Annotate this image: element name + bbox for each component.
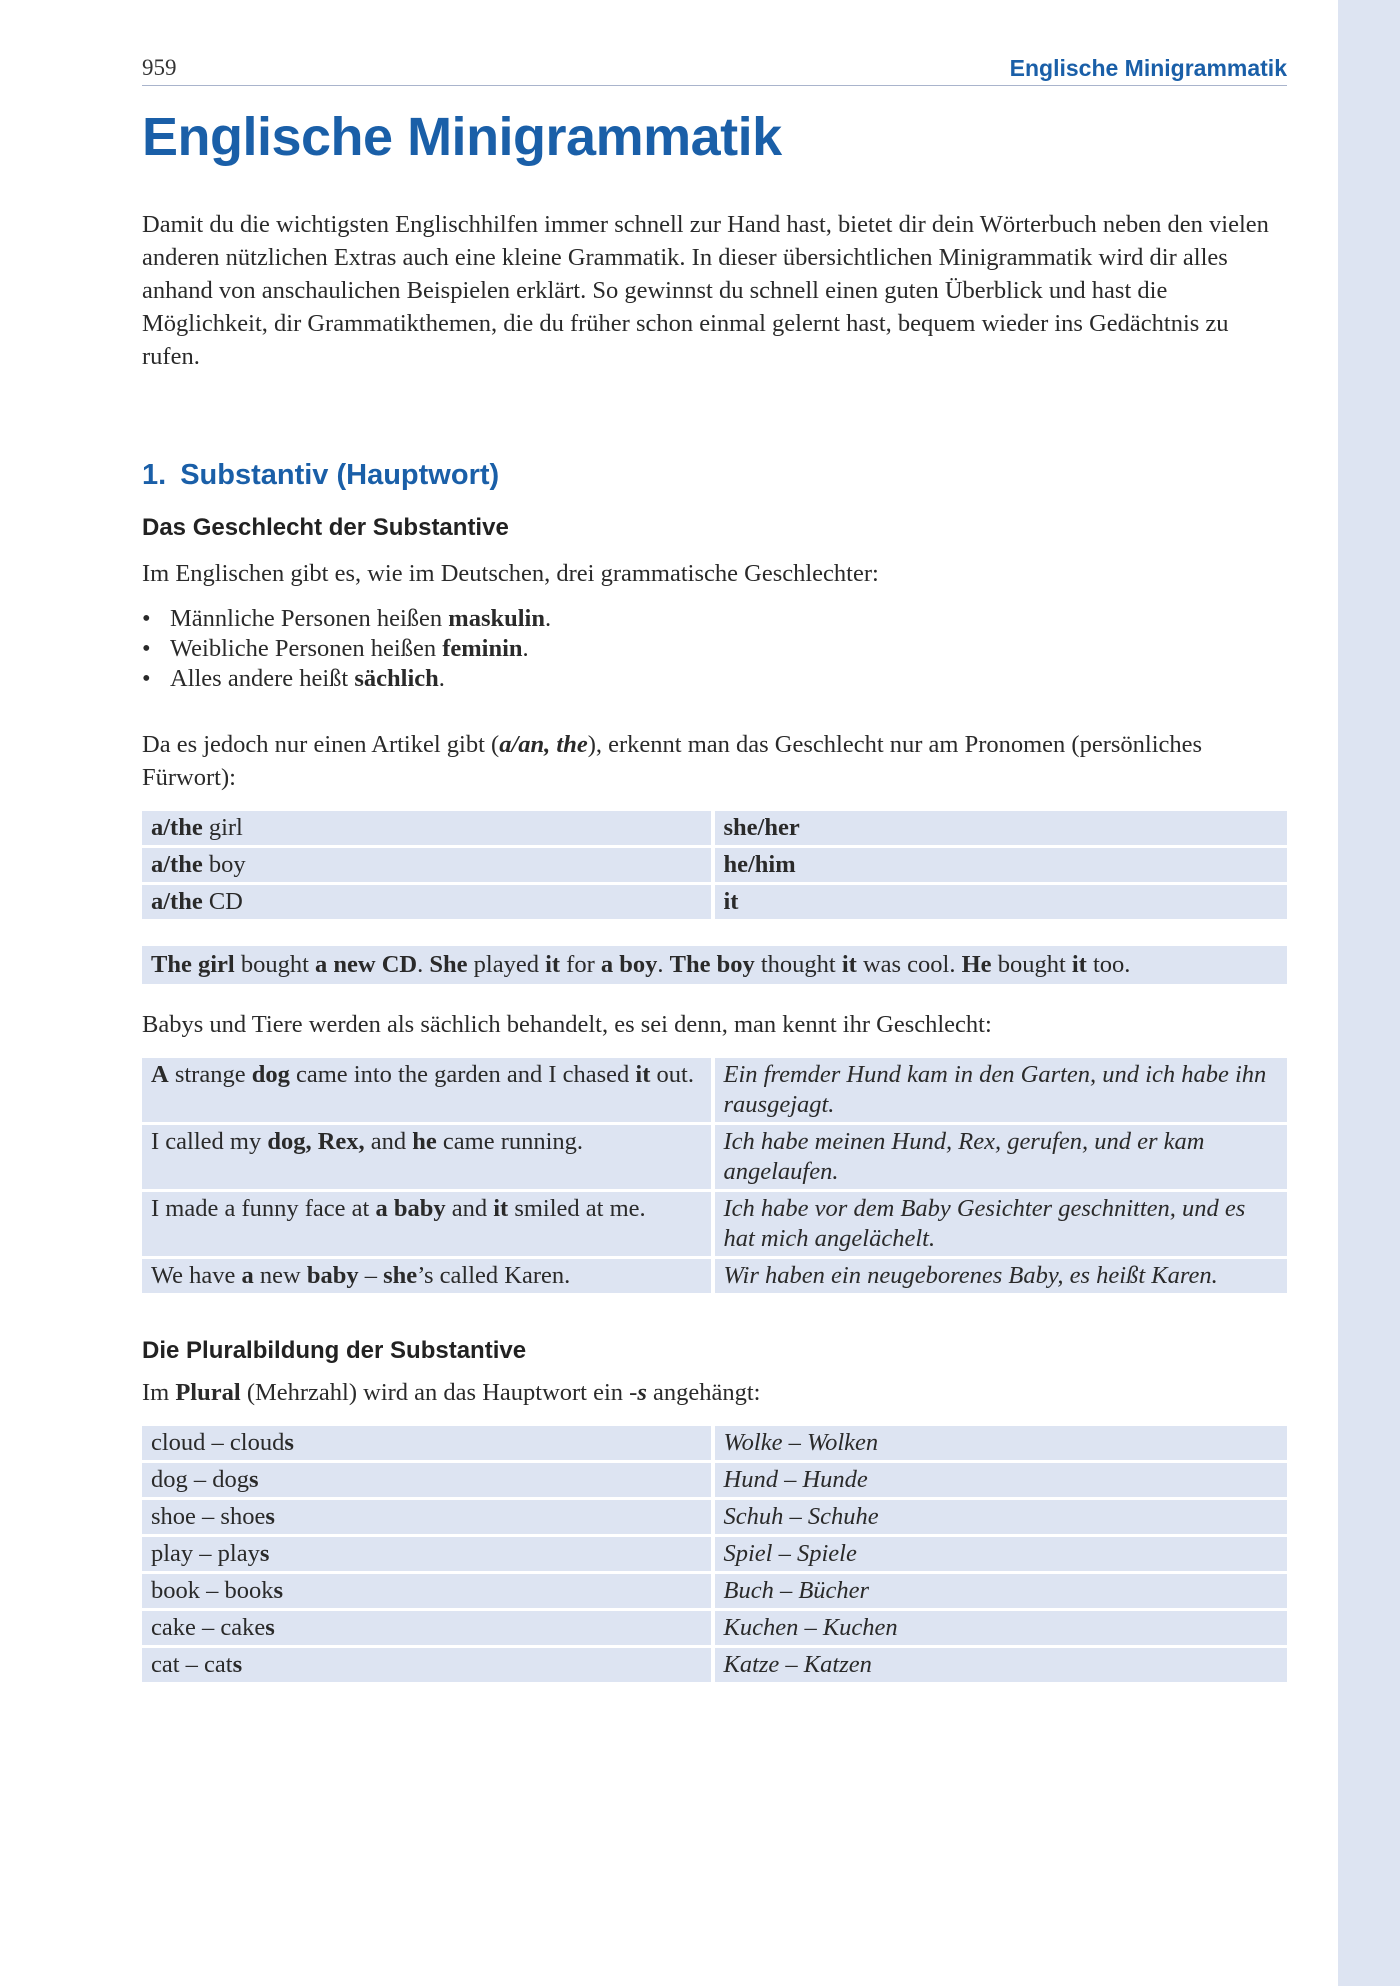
word-pair: play – play (151, 1540, 260, 1567)
bullet-icon: • (142, 635, 151, 662)
word-pair: dog – dog (151, 1466, 249, 1493)
plural-para-text: angehängt: (646, 1379, 761, 1406)
bold-text: a (241, 1262, 254, 1289)
table-cell (142, 1463, 715, 1497)
bold-text: dog, Rex, (267, 1128, 365, 1155)
plural-term: Plural (175, 1379, 241, 1406)
table-cell (142, 1125, 715, 1189)
pronoun-text: she/her (723, 814, 800, 841)
text-run: was cool. (856, 951, 962, 978)
plural-ending: s (265, 1503, 275, 1530)
pronoun-text: it (723, 888, 739, 915)
plural-ending: s (265, 1614, 275, 1641)
plural-ending: s (232, 1651, 243, 1678)
noun-text: boy (202, 851, 246, 878)
table-cell: Wolke – Wolken (715, 1426, 1288, 1460)
bold-text: baby (306, 1262, 359, 1289)
word-pair: book – book (151, 1577, 274, 1604)
article-text: a/the (151, 814, 203, 841)
table-row (142, 1611, 1287, 1645)
pronoun-text: he/him (723, 851, 796, 878)
article-text: a/the (151, 851, 203, 878)
text-run: came into the garden and I chased (289, 1061, 636, 1088)
table-row (142, 885, 1287, 919)
list-item (142, 664, 1287, 694)
table-cell: Buch – Bücher (715, 1574, 1288, 1608)
list-item-end: . (438, 665, 445, 692)
table-cell (142, 1192, 715, 1256)
side-margin-bar (1338, 0, 1400, 1986)
table-cell: Ein fremder Hund kam in den Garten, und ich habe ihn rausgejagt. (715, 1058, 1288, 1122)
text-run: – (358, 1262, 384, 1289)
text-run: too. (1086, 951, 1131, 978)
table-row (142, 1574, 1287, 1608)
table-row (142, 848, 1287, 882)
text-run: and (445, 1195, 494, 1222)
text-run: ’s called Karen. (417, 1262, 571, 1289)
table-row (142, 1259, 1287, 1293)
section-title: Substantiv (Hauptwort) (180, 459, 500, 491)
article-para-text: ), erkennt man das Geschlecht nur am Pronomen (persönliches Fürwort): (142, 731, 1203, 791)
bold-text: she (383, 1262, 418, 1289)
gender-heading: Das Geschlecht der Substantive (142, 514, 509, 541)
plural-para-text: Im (142, 1379, 176, 1406)
table-row (142, 1426, 1287, 1460)
text-run: I called my (151, 1128, 268, 1155)
table-cell (142, 1537, 715, 1571)
article-para-text: Da es jedoch nur einen Artikel gibt ( (142, 731, 500, 758)
text-run: I made a funny face at (151, 1195, 376, 1222)
table-cell (142, 1648, 715, 1682)
table-row (142, 1537, 1287, 1571)
bold-text: The girl (151, 951, 235, 978)
text-run: played (467, 951, 546, 978)
bold-text: dog (251, 1061, 290, 1088)
table-cell: Katze – Katzen (715, 1648, 1288, 1682)
list-item (142, 604, 1287, 634)
text-run: and (364, 1128, 413, 1155)
word-pair: cake – cake (151, 1614, 266, 1641)
bold-text: A (151, 1061, 169, 1088)
plural-para-text: (Mehrzahl) wird an das Hauptwort ein - (240, 1379, 638, 1406)
table-cell (142, 1611, 715, 1645)
table-cell (142, 1426, 715, 1460)
article-text: a/the (151, 888, 203, 915)
running-title: Englische Minigrammatik (1009, 55, 1287, 81)
table-cell (142, 885, 715, 919)
list-item (142, 634, 1287, 664)
list-item-end: . (522, 635, 529, 662)
table-cell: Ich habe vor dem Baby Gesichter geschnitten, und es hat mich angelächelt. (715, 1192, 1288, 1256)
table-cell: Hund – Hunde (715, 1463, 1288, 1497)
babies-paragraph: Babys und Tiere werden als sächlich behandelt, es sei denn, man kennt ihr Geschlecht: (142, 1011, 992, 1038)
table-row (142, 1125, 1287, 1189)
table-cell (715, 811, 1288, 845)
bold-text: he (412, 1128, 437, 1155)
table-cell (142, 1058, 715, 1122)
plural-table (142, 1423, 1287, 1685)
table-row (142, 1500, 1287, 1534)
bold-text: a new CD (315, 951, 418, 978)
table-cell: Kuchen – Kuchen (715, 1611, 1288, 1645)
section-heading (142, 457, 1287, 493)
text-run: . (657, 951, 670, 978)
table-cell (142, 1259, 715, 1293)
plural-ending: s (284, 1429, 294, 1456)
table-cell: Spiel – Spiele (715, 1537, 1288, 1571)
list-item-text: Alles andere heißt (170, 665, 355, 692)
text-run: bought (991, 951, 1072, 978)
bold-text: it (635, 1061, 651, 1088)
text-run: came running. (436, 1128, 584, 1155)
plural-ending: s (259, 1540, 270, 1567)
table-cell (715, 848, 1288, 882)
text-run: smiled at me. (508, 1195, 646, 1222)
page-number: 959 (142, 55, 177, 80)
list-item-term: maskulin (448, 605, 545, 632)
list-item-end: . (544, 605, 552, 632)
plural-ending: s (249, 1466, 259, 1493)
plural-ending: s (273, 1577, 284, 1604)
bold-text: He (961, 951, 992, 978)
text-run: thought (754, 951, 842, 978)
plural-paragraph (142, 1376, 1287, 1409)
intro-paragraph: Damit du die wichtigsten Englischhilfen immer schnell zur Hand hast, bietet dir dein Wörterbuch neben den vielen anderen nützlichen Extras auch eine kleine Grammatik. In dieser übersichtlichen Minigrammatik wird dir alles anhand von anschaulichen Beispielen erklärt. So gewinnst du schnell einen guten Überblick und hast die Möglichkeit, dir Grammatikthemen, die du früher schon einmal gelernt hast, bequem wieder ins Gedächtnis zu rufen. (142, 211, 1269, 370)
table-row (142, 1192, 1287, 1256)
noun-text: CD (202, 888, 243, 915)
word-pair: cat – cat (151, 1651, 233, 1678)
plural-heading: Die Pluralbildung der Substantive (142, 1337, 527, 1364)
bold-text: it (545, 951, 561, 978)
bold-text: a baby (375, 1195, 446, 1222)
text-run: for (560, 951, 601, 978)
table-cell (715, 885, 1288, 919)
list-item-text: Weibliche Personen heißen (170, 635, 443, 662)
page-content (142, 104, 1287, 1685)
bold-text: a boy (600, 951, 658, 978)
bold-text: The boy (669, 951, 755, 978)
article-paragraph (142, 728, 1287, 794)
bullet-icon: • (142, 665, 151, 692)
bold-text: it (493, 1195, 509, 1222)
article-list: a/an, the (499, 731, 588, 758)
table-cell (142, 1500, 715, 1534)
table-row (142, 811, 1287, 845)
text-run: bought (234, 951, 316, 978)
table-cell (142, 811, 715, 845)
table-cell: Schuh – Schuhe (715, 1500, 1288, 1534)
page-title: Englische Minigrammatik (142, 107, 782, 167)
example-sentence (142, 946, 1287, 984)
plural-suffix: s (637, 1379, 647, 1406)
section-number: 1. (142, 459, 167, 491)
list-item-term: sächlich (354, 665, 439, 692)
table-cell (142, 848, 715, 882)
table-cell (142, 1574, 715, 1608)
bold-text: She (429, 951, 468, 978)
page-header (142, 53, 1287, 86)
table-row (142, 1648, 1287, 1682)
bullet-icon: • (142, 605, 151, 632)
gender-intro: Im Englischen gibt es, wie im Deutschen, drei grammatische Geschlechter: (142, 560, 879, 587)
text-run: strange (168, 1061, 252, 1088)
text-run: We have (151, 1262, 242, 1289)
word-pair: cloud – cloud (151, 1429, 285, 1456)
text-run: new (253, 1262, 307, 1289)
article-table (142, 808, 1287, 922)
bold-text: it (841, 951, 857, 978)
bold-text: it (1071, 951, 1087, 978)
babies-table (142, 1055, 1287, 1296)
noun-text: girl (202, 814, 243, 841)
text-run: . (417, 951, 430, 978)
text-run: out. (650, 1061, 694, 1088)
table-cell: Ich habe meinen Hund, Rex, gerufen, und er kam angelaufen. (715, 1125, 1288, 1189)
table-cell: Wir haben ein neugeborenes Baby, es heißt Karen. (715, 1259, 1288, 1293)
word-pair: shoe – shoe (151, 1503, 266, 1530)
list-item-text: Männliche Personen heißen (170, 605, 449, 632)
list-item-term: feminin (442, 635, 523, 662)
table-row (142, 1463, 1287, 1497)
table-row (142, 1058, 1287, 1122)
gender-list (142, 604, 1287, 694)
